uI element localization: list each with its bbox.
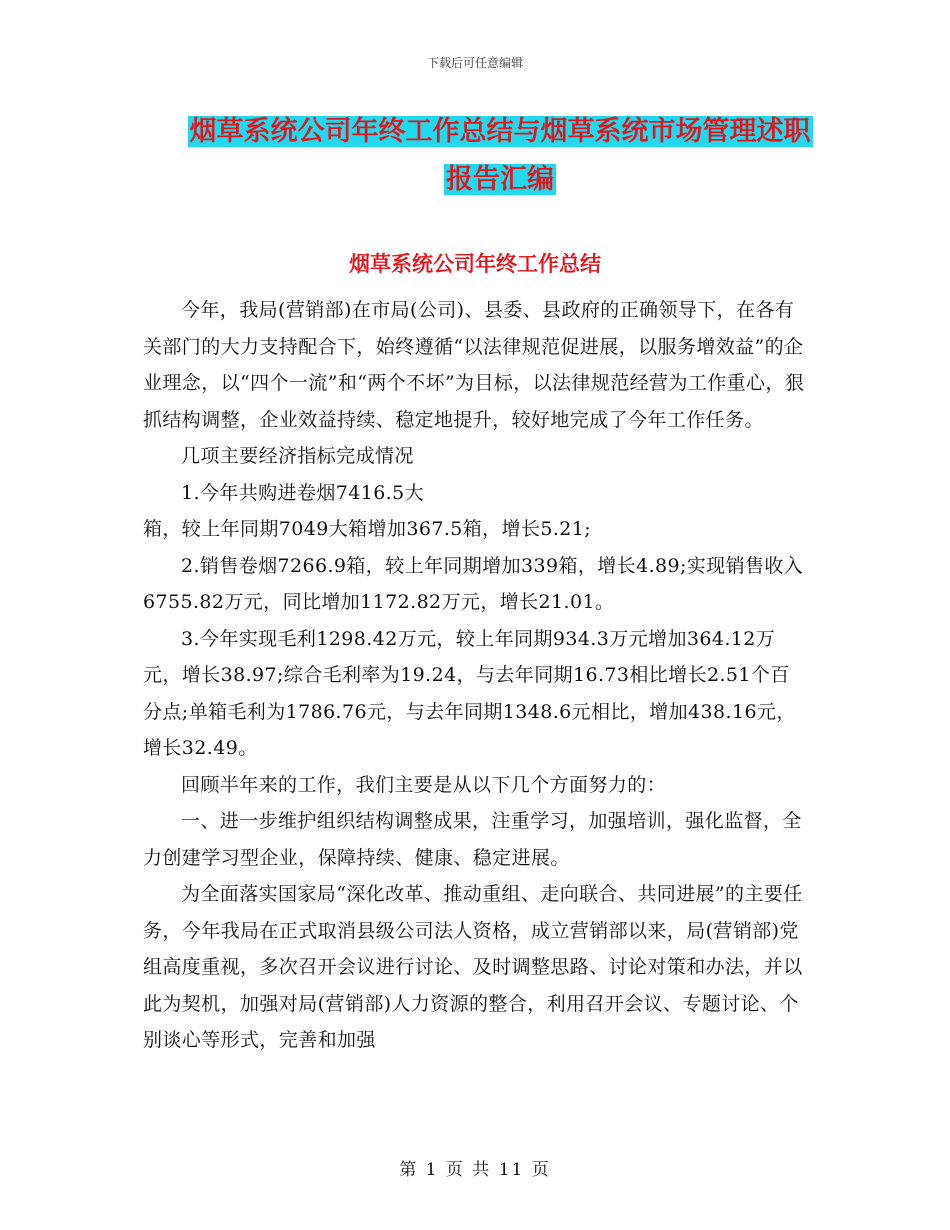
document-title <box>150 108 850 204</box>
document-body <box>143 292 807 1059</box>
paragraph-section-1-detail: 为全面落实国家局“深化改革、推动重组、走向联合、共同进展”的主要任务，今年我局在正式取消县级公司法人资格，成立营销部以来，局(营销部)党组高度重视，多次召开会议进行讨论、及时调整思路、讨论对策和办法，并以此为契机，加强对局(营销部)人力资源的整合，利用召开会议、专题讨论、个别谈心等形式，完善和加强 <box>143 883 803 1051</box>
paragraph-item-2: 2.销售卷烟7266.9箱，较上年同期增加339箱，增长4.89;实现销售收入6755.82万元，同比增加1172.82万元，增长21.01。 <box>143 554 804 613</box>
document-title-line1: 烟草系统公司年终工作总结与烟草系统市场管理述职 <box>189 116 811 147</box>
paragraph-intro: 今年，我局(营销部)在市局(公司)、县委、县政府的正确领导下，在各有关部门的大力支持配合下，始终遵循“以法律规范促进展，以服务增效益”的企业理念，以“四个一流”和“两个不坏”为目标，以法律规范经营为工作重心，狠抓结构调整，企业效益持续、稳定地提升，较好地完成了今年工作任务。 <box>143 299 805 431</box>
paragraph-item-1a: 1.今年共购进卷烟7416.5大 <box>181 481 425 504</box>
paragraph-section-1: 一、进一步维护组织结构调整成果，注重学习，加强培训，强化监督，全力创建学习型企业，保障持续、健康、稳定进展。 <box>143 810 802 869</box>
paragraph-item-1b: 箱，较上年同期7049大箱增加367.5箱，增长5.21; <box>143 518 592 540</box>
paragraph-item-3: 3.今年实现毛利1298.42万元，较上年同期934.3万元增加364.12万元，增长38.97;综合毛利率为19.24，与去年同期16.73相比增长2.51个百分点;单箱毛利为1786.76元，与去年同期1348.6元相比，增加438.16元，增长32.49。 <box>143 627 796 759</box>
section-title: 烟草系统公司年终工作总结 <box>349 252 601 276</box>
page-footer: 第 1 页 共 11 页 <box>399 1160 551 1180</box>
paragraph-indicators-heading: 几项主要经济指标完成情况 <box>181 445 414 467</box>
document-title-line2: 报告汇编 <box>446 164 554 195</box>
paragraph-review: 回顾半年来的工作，我们主要是从以下几个方面努力的： <box>181 773 667 796</box>
header-note: 下载后可任意编辑 <box>426 56 523 70</box>
